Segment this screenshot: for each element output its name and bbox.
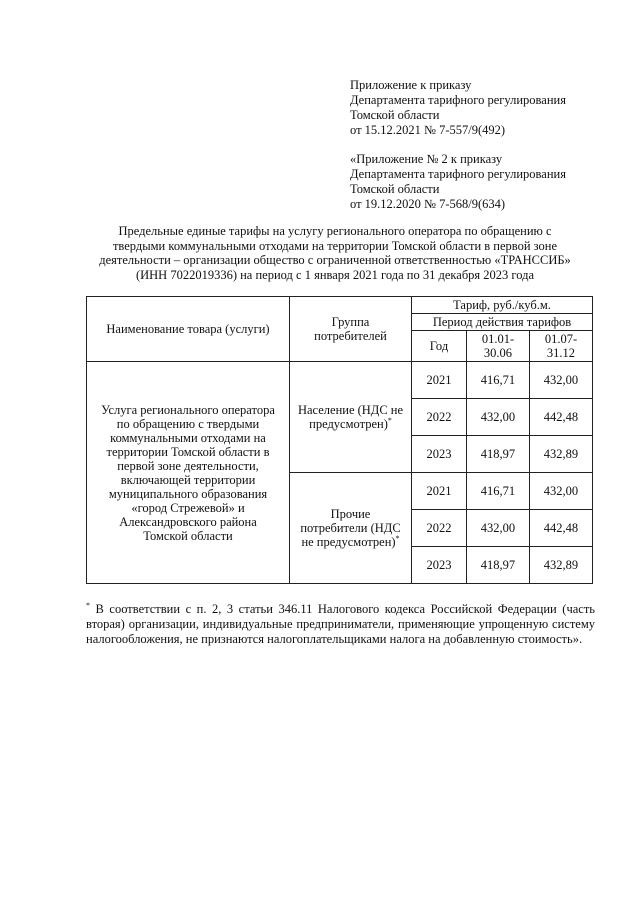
tariff-h2-cell: 442,48 bbox=[529, 399, 592, 436]
group-other-cell bbox=[290, 473, 412, 584]
header-period-label: Период действия тарифов bbox=[432, 315, 572, 329]
group-line: потребители (НДС bbox=[300, 521, 401, 535]
service-name-line: Александровского района bbox=[119, 514, 257, 529]
title-line: деятельности – организации общество с ограниченной ответственностью «ТРАНССИБ» bbox=[99, 253, 571, 267]
header-period2-line: 31.12 bbox=[546, 346, 576, 360]
year-cell: 2023 bbox=[412, 547, 467, 584]
title-line: Предельные единые тарифы на услугу регионального оператора по обращению с bbox=[118, 224, 552, 238]
year-cell: 2021 bbox=[412, 473, 467, 510]
appendix-current-line: Приложение к приказу bbox=[350, 78, 472, 92]
header-period1-line: 30.06 bbox=[483, 346, 513, 360]
group-line: Население (НДС не bbox=[297, 403, 404, 417]
tariff-h1-cell: 418,97 bbox=[467, 436, 530, 473]
tariff-table bbox=[86, 296, 593, 584]
appendix-current-block bbox=[350, 78, 566, 138]
tariff-h2-cell: 432,89 bbox=[529, 436, 592, 473]
appendix-current-line: Томской области bbox=[350, 108, 440, 122]
header-period1-line: 01.01- bbox=[481, 332, 515, 346]
year-cell: 2023 bbox=[412, 436, 467, 473]
group-population-cell bbox=[290, 362, 412, 473]
tariff-h1-cell: 432,00 bbox=[467, 510, 530, 547]
header-tariff-label: Тариф, руб./куб.м. bbox=[453, 298, 551, 312]
service-name-line: Томской области bbox=[143, 528, 233, 543]
tariff-h2-cell: 442,48 bbox=[529, 510, 592, 547]
tariff-h1-cell: 416,71 bbox=[467, 362, 530, 399]
table-row bbox=[87, 362, 593, 399]
service-name-cell bbox=[87, 362, 290, 584]
year-cell: 2021 bbox=[412, 362, 467, 399]
appendix-previous-block bbox=[350, 152, 566, 212]
appendix-previous-line: Департамента тарифного регулирования bbox=[350, 167, 566, 181]
service-name-line: первой зоне деятельности, bbox=[117, 458, 259, 473]
appendix-previous-line: Томской области bbox=[350, 182, 440, 196]
header-group-line: потребителей bbox=[314, 329, 387, 343]
group-line-text: предусмотрен) bbox=[309, 417, 388, 431]
tariff-h1-cell: 418,97 bbox=[467, 547, 530, 584]
header-year bbox=[412, 331, 467, 362]
title-line: твердыми коммунальными отходами на территории Томской области в первой зоне bbox=[112, 238, 558, 253]
group-line: Прочие bbox=[330, 507, 371, 521]
group-line-text: не предусмотрен) bbox=[301, 535, 396, 549]
header-service-label: Наименование товара (услуги) bbox=[106, 322, 270, 336]
header-period bbox=[412, 314, 593, 331]
service-name-line: муниципального образования bbox=[108, 486, 268, 501]
appendix-current-line: Департамента тарифного регулирования bbox=[350, 93, 566, 107]
service-name-line: включающей территории bbox=[120, 472, 256, 487]
tariff-h1-cell: 432,00 bbox=[467, 399, 530, 436]
year-cell: 2022 bbox=[412, 510, 467, 547]
appendix-previous-line: «Приложение № 2 к приказу bbox=[350, 152, 503, 166]
header-period2 bbox=[529, 331, 592, 362]
service-name-line: Услуга регионального оператора bbox=[101, 402, 275, 417]
footnote-text: В соответствии с п. 2, 3 статьи 346.11 Налогового кодекса Российской Федерации (часть вторая) организации, индивидуальные предприниматели, применяющие упрощенную систему налогообложения, не признаются налогоплательщиками налога на добавленную стоимость». bbox=[86, 602, 595, 646]
service-name-line: по обращению с твердыми bbox=[116, 416, 260, 431]
header-year-label: Год bbox=[429, 339, 449, 353]
tariff-h2-cell: 432,00 bbox=[529, 362, 592, 399]
service-name-line: «город Стрежевой» и bbox=[131, 500, 245, 515]
group-line bbox=[293, 417, 408, 431]
appendix-previous-line: от 19.12.2020 № 7-568/9(634) bbox=[350, 197, 506, 211]
footnote-mark: * bbox=[395, 533, 400, 543]
header-tariff bbox=[412, 297, 593, 314]
header-service bbox=[87, 297, 290, 362]
title-line: (ИНН 7022019336) на период с 1 января 2021 года по 31 декабря 2023 года bbox=[135, 267, 535, 282]
service-name-line: коммунальными отходами на bbox=[110, 430, 266, 445]
appendix-current-line: от 15.12.2021 № 7-557/9(492) bbox=[350, 123, 506, 137]
header-group bbox=[290, 297, 412, 362]
tariff-h1-cell: 416,71 bbox=[467, 473, 530, 510]
footnote-mark: * bbox=[387, 415, 392, 425]
document-title bbox=[80, 224, 590, 282]
header-period1 bbox=[467, 331, 530, 362]
header-group-line: Группа bbox=[331, 315, 370, 329]
header-period2-line: 01.07- bbox=[544, 332, 578, 346]
year-cell: 2022 bbox=[412, 399, 467, 436]
footnote bbox=[86, 602, 595, 647]
footnote-mark: * bbox=[86, 600, 90, 610]
tariff-h2-cell: 432,89 bbox=[529, 547, 592, 584]
tariff-h2-cell: 432,00 bbox=[529, 473, 592, 510]
service-name-line: территории Томской области в bbox=[106, 444, 270, 459]
group-line bbox=[293, 535, 408, 549]
